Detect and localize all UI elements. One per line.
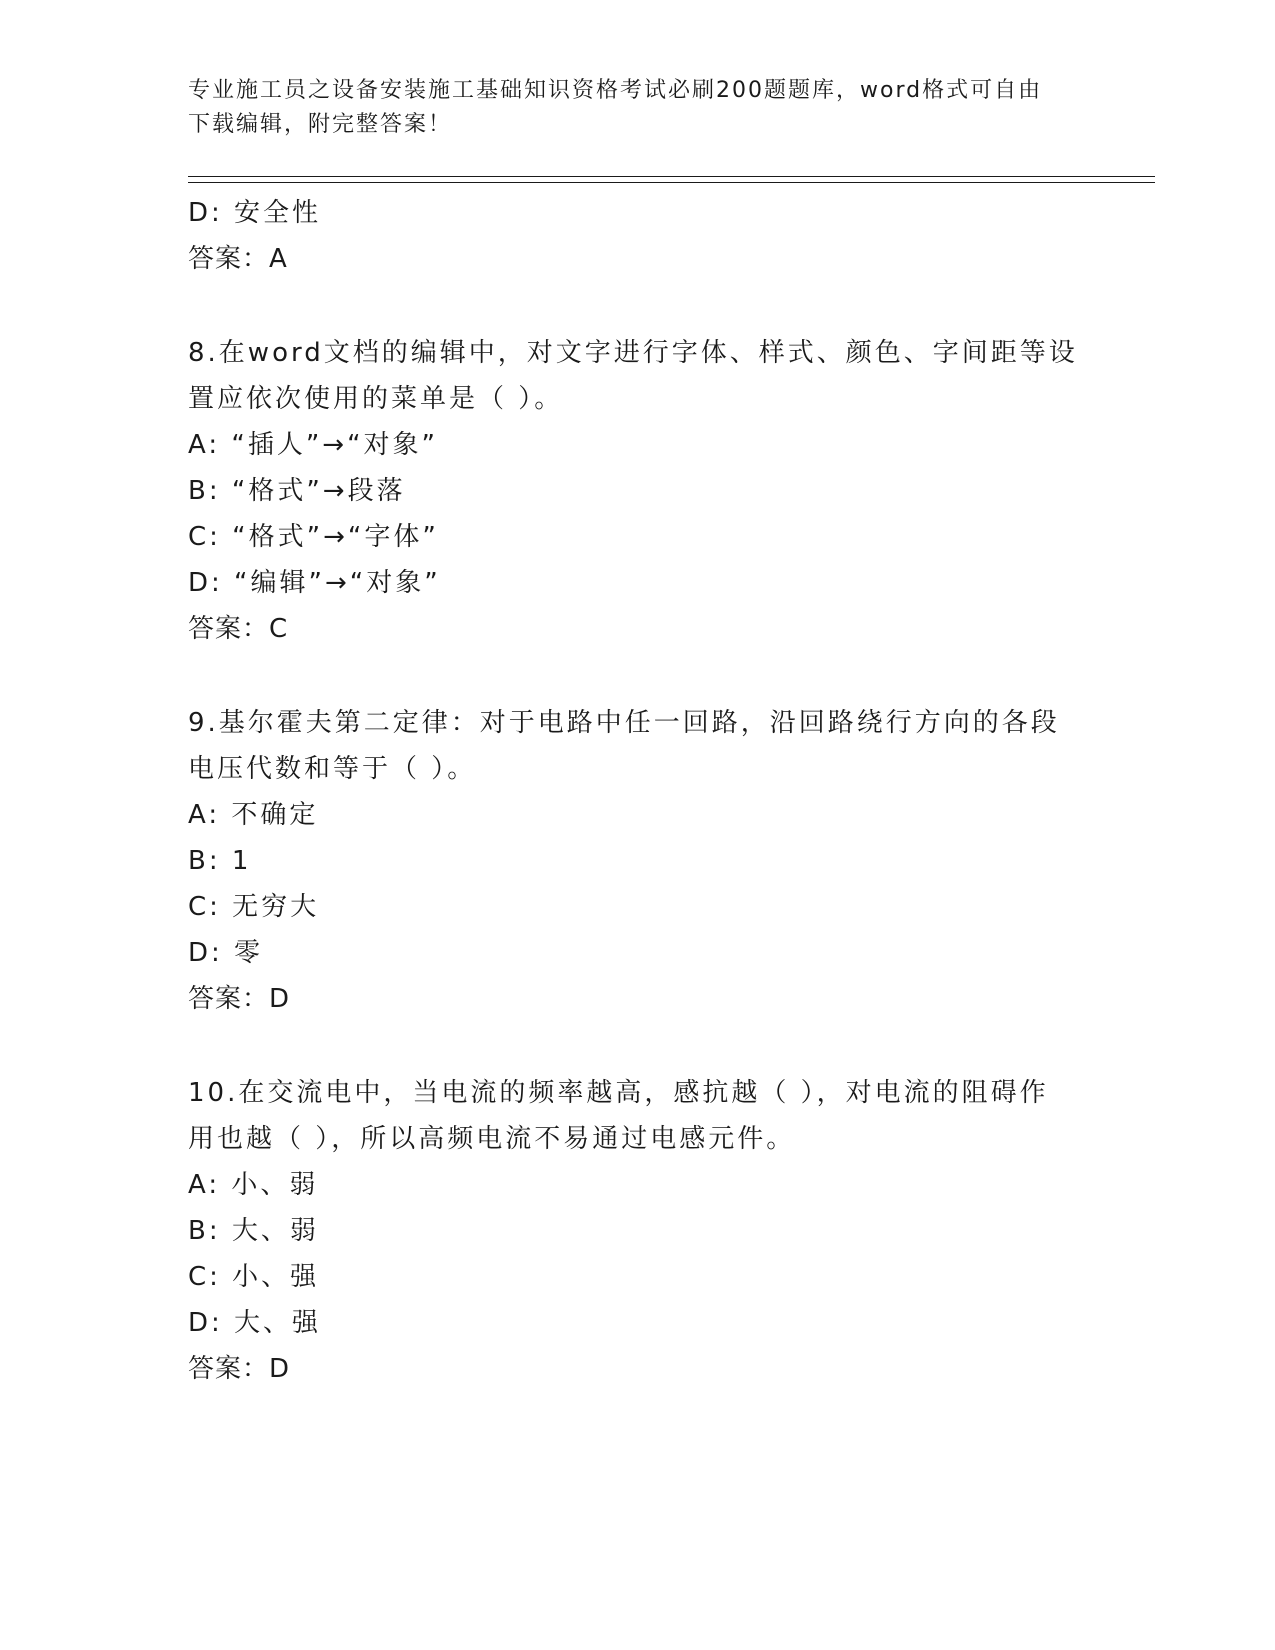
header-divider bbox=[188, 176, 1155, 177]
answer-line: 答案：C bbox=[188, 614, 289, 644]
option-d: D: 零 bbox=[188, 938, 264, 968]
question-text: 8.在word文档的编辑中，对文字进行字体、样式、颜色、字间距等设 bbox=[188, 338, 1078, 368]
option-c: C: “格式”→“字体” bbox=[188, 522, 439, 552]
question-8 bbox=[188, 330, 1088, 652]
question-9 bbox=[188, 700, 1088, 1022]
header-line: 专业施工员之设备安装施工基础知识资格考试必刷200题题库，word格式可自由 bbox=[188, 78, 1043, 103]
header-line: 下载编辑，附完整答案！ bbox=[188, 112, 453, 137]
document-header bbox=[188, 74, 1088, 142]
option-d: D: 大、强 bbox=[188, 1308, 322, 1338]
question-list bbox=[188, 190, 1088, 1392]
question-text: 置应依次使用的菜单是（ ）。 bbox=[188, 384, 564, 414]
question-text: 电压代数和等于（ ）。 bbox=[188, 754, 477, 784]
question-10 bbox=[188, 1070, 1088, 1392]
option-a: A: 不确定 bbox=[188, 800, 319, 830]
answer-line: 答案：A bbox=[188, 244, 288, 274]
option-b: B: 大、弱 bbox=[188, 1216, 319, 1246]
header-divider bbox=[188, 182, 1155, 183]
option-a: A: 小、弱 bbox=[188, 1170, 319, 1200]
option-b: B: 1 bbox=[188, 846, 252, 876]
question-text: 用也越（ ），所以高频电流不易通过电感元件。 bbox=[188, 1124, 796, 1154]
option-b: B: “格式”→段落 bbox=[188, 476, 406, 506]
question-text: 9.基尔霍夫第二定律：对于电路中任一回路，沿回路绕行方向的各段 bbox=[188, 708, 1060, 738]
option-d: D: “编辑”→“对象” bbox=[188, 568, 441, 598]
answer-line: 答案：D bbox=[188, 1354, 291, 1384]
option-c: C: 小、强 bbox=[188, 1262, 320, 1292]
option-a: A: “插人”→“对象” bbox=[188, 430, 439, 460]
option-c: C: 无穷大 bbox=[188, 892, 320, 922]
answer-line: 答案：D bbox=[188, 984, 291, 1014]
option-d: D: 安全性 bbox=[188, 198, 322, 228]
question-text: 10.在交流电中，当电流的频率越高，感抗越（ ），对电流的阻碍作 bbox=[188, 1078, 1049, 1108]
